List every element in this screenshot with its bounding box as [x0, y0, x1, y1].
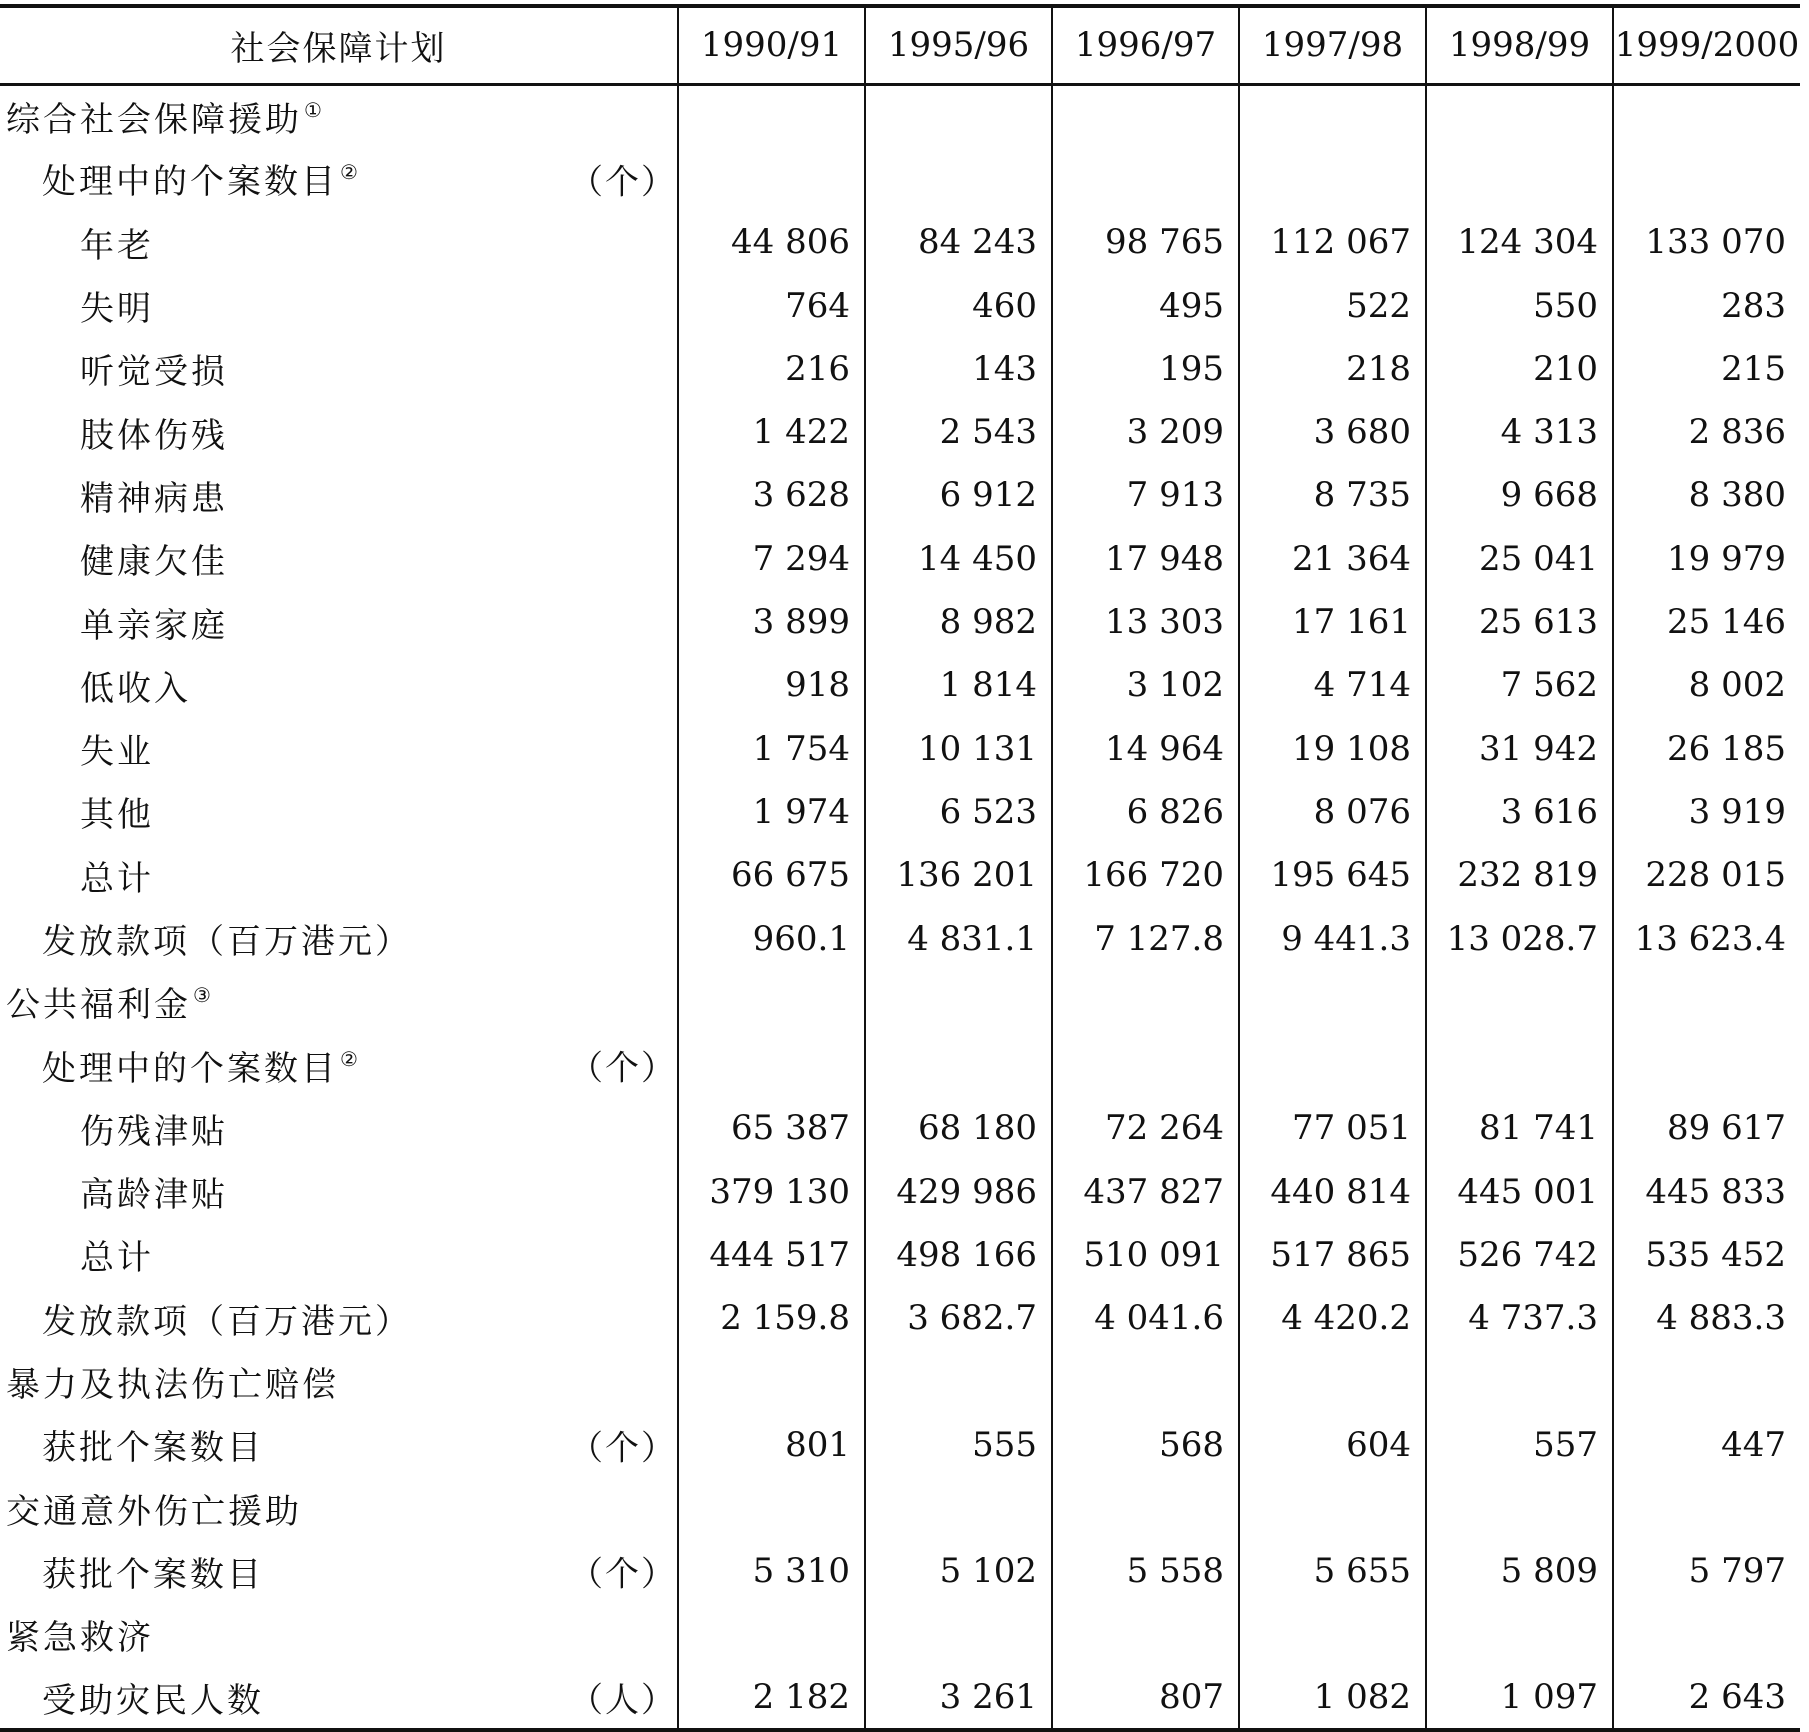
row-label-cell — [0, 464, 678, 527]
value-cell: 6 912 — [865, 464, 1052, 527]
table-row — [0, 1097, 1800, 1160]
value-cell — [1426, 1350, 1613, 1413]
value-cell: 13 028.7 — [1426, 907, 1613, 970]
value-cell: 14 964 — [1052, 717, 1239, 780]
row-label-cell — [0, 1223, 678, 1286]
value-cell: 7 913 — [1052, 464, 1239, 527]
value-cell — [1613, 84, 1800, 147]
header-label: 社会保障计划 — [0, 6, 678, 84]
value-cell — [865, 1350, 1052, 1413]
value-cell — [1239, 1477, 1426, 1540]
value-cell: 379 130 — [678, 1160, 865, 1223]
value-cell: 445 001 — [1426, 1160, 1613, 1223]
row-label-cell — [0, 780, 678, 843]
value-cell — [678, 1603, 865, 1666]
row-label-wrap — [0, 154, 358, 203]
row-label-cell — [0, 1160, 678, 1223]
value-cell: 44 806 — [678, 211, 865, 274]
table-row — [0, 1540, 1800, 1603]
unit-label: （个） — [569, 162, 677, 203]
header-year: 1990/91 — [678, 6, 865, 84]
table-row — [0, 527, 1800, 590]
row-label: 总计 — [80, 1238, 154, 1279]
row-label: 暴力及执法伤亡赔偿 — [6, 1365, 339, 1406]
row-label-cell — [0, 1540, 678, 1603]
value-cell: 8 735 — [1239, 464, 1426, 527]
row-label-wrap — [0, 977, 211, 1026]
row-label-wrap — [0, 851, 154, 900]
row-label-wrap — [0, 92, 322, 141]
value-cell: 437 827 — [1052, 1160, 1239, 1223]
value-cell — [1239, 1603, 1426, 1666]
value-cell: 4 420.2 — [1239, 1287, 1426, 1350]
value-cell: 807 — [1052, 1666, 1239, 1729]
row-label-wrap — [0, 1484, 302, 1533]
value-cell: 555 — [865, 1413, 1052, 1476]
value-cell: 429 986 — [865, 1160, 1052, 1223]
row-label: 交通意外伤亡援助 — [6, 1491, 302, 1532]
value-cell: 6 523 — [865, 780, 1052, 843]
social-security-table — [0, 4, 1800, 1732]
row-label-cell — [0, 907, 678, 970]
header-year: 1996/97 — [1052, 6, 1239, 84]
value-cell: 2 182 — [678, 1666, 865, 1729]
value-cell: 526 742 — [1426, 1223, 1613, 1286]
value-cell — [1239, 1033, 1426, 1096]
row-label: 低收入 — [80, 668, 191, 709]
row-label-cell — [0, 970, 678, 1033]
value-cell: 26 185 — [1613, 717, 1800, 780]
row-label: 失明 — [80, 289, 154, 330]
value-cell — [1426, 147, 1613, 210]
value-cell: 445 833 — [1613, 1160, 1800, 1223]
header-row — [0, 6, 1800, 84]
value-cell: 13 623.4 — [1613, 907, 1800, 970]
row-label-cell — [0, 1477, 678, 1540]
value-cell — [865, 970, 1052, 1033]
table-row — [0, 907, 1800, 970]
table-row — [0, 464, 1800, 527]
value-cell: 440 814 — [1239, 1160, 1426, 1223]
value-cell: 3 680 — [1239, 400, 1426, 463]
value-cell: 801 — [678, 1413, 865, 1476]
value-cell: 13 303 — [1052, 590, 1239, 653]
value-cell — [1052, 1603, 1239, 1666]
unit-label: （个） — [569, 1554, 677, 1595]
value-cell: 517 865 — [1239, 1223, 1426, 1286]
value-cell — [1052, 1477, 1239, 1540]
row-label-cell — [0, 1033, 678, 1096]
row-label: 健康欠佳 — [80, 542, 228, 583]
row-label-wrap — [0, 1167, 228, 1216]
value-cell: 25 146 — [1613, 590, 1800, 653]
value-cell: 218 — [1239, 337, 1426, 400]
value-cell: 136 201 — [865, 844, 1052, 907]
value-cell: 3 628 — [678, 464, 865, 527]
unit-label: （个） — [569, 1428, 677, 1469]
row-label: 处理中的个案数目 — [42, 162, 338, 203]
value-cell — [678, 1350, 865, 1413]
value-cell: 535 452 — [1613, 1223, 1800, 1286]
row-label: 发放款项（百万港元） — [42, 922, 412, 962]
value-cell: 4 831.1 — [865, 907, 1052, 970]
header-year: 1997/98 — [1239, 6, 1426, 84]
value-cell: 5 655 — [1239, 1540, 1426, 1603]
value-cell: 31 942 — [1426, 717, 1613, 780]
row-label: 处理中的个案数目 — [42, 1048, 338, 1089]
row-label-wrap — [0, 408, 228, 457]
value-cell: 522 — [1239, 274, 1426, 337]
value-cell: 550 — [1426, 274, 1613, 337]
table-row — [0, 1223, 1800, 1286]
footnote-marker: ② — [340, 160, 358, 185]
header-year: 1998/99 — [1426, 6, 1613, 84]
value-cell — [1613, 147, 1800, 210]
value-cell: 210 — [1426, 337, 1613, 400]
row-label-cell — [0, 147, 678, 210]
value-cell: 232 819 — [1426, 844, 1613, 907]
row-label-wrap — [0, 1420, 264, 1469]
table-row — [0, 337, 1800, 400]
row-label-wrap — [0, 1610, 154, 1659]
value-cell — [1052, 84, 1239, 147]
value-cell — [865, 84, 1052, 147]
value-cell — [865, 1477, 1052, 1540]
row-label: 高龄津贴 — [80, 1175, 228, 1216]
value-cell: 17 161 — [1239, 590, 1426, 653]
value-cell: 72 264 — [1052, 1097, 1239, 1160]
row-label-cell — [0, 1603, 678, 1666]
value-cell — [865, 147, 1052, 210]
value-cell: 2 643 — [1613, 1666, 1800, 1729]
row-label-wrap — [0, 534, 228, 583]
table-body — [0, 84, 1800, 1730]
value-cell: 19 979 — [1613, 527, 1800, 590]
row-label: 其他 — [80, 795, 154, 836]
value-cell: 2 836 — [1613, 400, 1800, 463]
row-label: 紧急救济 — [6, 1618, 154, 1659]
row-label-wrap — [0, 1357, 339, 1406]
value-cell: 4 737.3 — [1426, 1287, 1613, 1350]
value-cell: 7 294 — [678, 527, 865, 590]
row-label-wrap — [0, 787, 154, 836]
row-label-cell — [0, 654, 678, 717]
row-label-wrap — [0, 1041, 358, 1090]
value-cell — [1239, 84, 1426, 147]
value-cell — [1239, 970, 1426, 1033]
value-cell: 8 076 — [1239, 780, 1426, 843]
table-row — [0, 844, 1800, 907]
value-cell: 5 558 — [1052, 1540, 1239, 1603]
value-cell: 89 617 — [1613, 1097, 1800, 1160]
row-label-cell — [0, 717, 678, 780]
value-cell: 8 982 — [865, 590, 1052, 653]
value-cell — [678, 970, 865, 1033]
table-row — [0, 1350, 1800, 1413]
value-cell: 4 883.3 — [1613, 1287, 1800, 1350]
value-cell: 3 102 — [1052, 654, 1239, 717]
value-cell: 3 919 — [1613, 780, 1800, 843]
row-label: 获批个案数目 — [42, 1428, 264, 1469]
value-cell: 447 — [1613, 1413, 1800, 1476]
value-cell: 4 041.6 — [1052, 1287, 1239, 1350]
value-cell: 1 082 — [1239, 1666, 1426, 1729]
table-row — [0, 1666, 1800, 1729]
value-cell: 143 — [865, 337, 1052, 400]
value-cell — [1052, 1350, 1239, 1413]
value-cell: 557 — [1426, 1413, 1613, 1476]
value-cell: 3 616 — [1426, 780, 1613, 843]
value-cell — [865, 1033, 1052, 1096]
row-label: 获批个案数目 — [42, 1554, 264, 1595]
value-cell: 5 797 — [1613, 1540, 1800, 1603]
value-cell — [1052, 147, 1239, 210]
row-label-wrap — [0, 598, 228, 647]
value-cell: 166 720 — [1052, 844, 1239, 907]
value-cell: 283 — [1613, 274, 1800, 337]
row-label-wrap — [0, 914, 412, 963]
table-row — [0, 970, 1800, 1033]
row-label: 单亲家庭 — [80, 605, 228, 646]
value-cell: 8 002 — [1613, 654, 1800, 717]
value-cell — [1613, 1603, 1800, 1666]
value-cell: 10 131 — [865, 717, 1052, 780]
value-cell: 112 067 — [1239, 211, 1426, 274]
row-label-cell — [0, 527, 678, 590]
value-cell: 5 310 — [678, 1540, 865, 1603]
value-cell: 17 948 — [1052, 527, 1239, 590]
row-label: 肢体伤残 — [80, 415, 228, 456]
table-row — [0, 717, 1800, 780]
table-row — [0, 147, 1800, 210]
footnote-marker: ② — [340, 1046, 358, 1071]
value-cell — [1426, 1603, 1613, 1666]
value-cell: 510 091 — [1052, 1223, 1239, 1286]
value-cell: 14 450 — [865, 527, 1052, 590]
row-label-wrap — [0, 1547, 264, 1596]
row-label-cell — [0, 1097, 678, 1160]
row-label-cell — [0, 590, 678, 653]
value-cell: 568 — [1052, 1413, 1239, 1476]
value-cell: 216 — [678, 337, 865, 400]
value-cell: 498 166 — [865, 1223, 1052, 1286]
table-row — [0, 1160, 1800, 1223]
row-label: 发放款项（百万港元） — [42, 1301, 412, 1342]
value-cell: 81 741 — [1426, 1097, 1613, 1160]
value-cell: 25 613 — [1426, 590, 1613, 653]
value-cell — [1239, 1350, 1426, 1413]
row-label-wrap — [0, 344, 228, 393]
value-cell: 460 — [865, 274, 1052, 337]
row-label-cell — [0, 274, 678, 337]
table-row — [0, 1413, 1800, 1476]
header-year: 1995/96 — [865, 6, 1052, 84]
value-cell: 8 380 — [1613, 464, 1800, 527]
table-row — [0, 1603, 1800, 1666]
row-label-cell — [0, 84, 678, 147]
value-cell: 6 826 — [1052, 780, 1239, 843]
value-cell — [1052, 970, 1239, 1033]
row-label: 失业 — [80, 732, 154, 773]
value-cell: 9 441.3 — [1239, 907, 1426, 970]
footnote-marker: ① — [304, 97, 322, 122]
row-label: 伤残津贴 — [80, 1111, 228, 1152]
value-cell — [1426, 1477, 1613, 1540]
value-cell: 5 102 — [865, 1540, 1052, 1603]
value-cell — [678, 1033, 865, 1096]
value-cell: 960.1 — [678, 907, 865, 970]
value-cell: 65 387 — [678, 1097, 865, 1160]
value-cell — [1613, 970, 1800, 1033]
row-label: 综合社会保障援助 — [6, 99, 302, 140]
value-cell — [865, 1603, 1052, 1666]
value-cell: 1 422 — [678, 400, 865, 463]
row-label-cell — [0, 400, 678, 463]
value-cell: 2 543 — [865, 400, 1052, 463]
value-cell — [1613, 1477, 1800, 1540]
value-cell — [678, 1477, 865, 1540]
value-cell: 1 097 — [1426, 1666, 1613, 1729]
row-label: 总计 — [80, 858, 154, 899]
value-cell: 1 754 — [678, 717, 865, 780]
value-cell — [1052, 1033, 1239, 1096]
row-label-wrap — [0, 471, 228, 520]
header-year: 1999/2000 — [1613, 6, 1800, 84]
footnote-marker: ③ — [193, 983, 211, 1008]
value-cell: 66 675 — [678, 844, 865, 907]
row-label-wrap — [0, 1294, 412, 1343]
row-label-cell — [0, 337, 678, 400]
table-header — [0, 6, 1800, 84]
row-label-cell — [0, 1413, 678, 1476]
value-cell: 4 313 — [1426, 400, 1613, 463]
row-label: 受助灾民人数 — [42, 1680, 264, 1721]
row-label: 精神病患 — [80, 478, 228, 519]
value-cell: 918 — [678, 654, 865, 717]
value-cell: 98 765 — [1052, 211, 1239, 274]
value-cell: 228 015 — [1613, 844, 1800, 907]
value-cell: 3 261 — [865, 1666, 1052, 1729]
value-cell: 2 159.8 — [678, 1287, 865, 1350]
value-cell: 195 645 — [1239, 844, 1426, 907]
value-cell — [678, 147, 865, 210]
value-cell — [1426, 1033, 1613, 1096]
value-cell — [1426, 970, 1613, 1033]
value-cell: 5 809 — [1426, 1540, 1613, 1603]
value-cell — [1239, 147, 1426, 210]
value-cell: 1 814 — [865, 654, 1052, 717]
value-cell: 195 — [1052, 337, 1239, 400]
value-cell: 495 — [1052, 274, 1239, 337]
value-cell: 215 — [1613, 337, 1800, 400]
row-label: 公共福利金 — [6, 985, 191, 1026]
row-label-wrap — [0, 218, 154, 267]
row-label-cell — [0, 211, 678, 274]
value-cell: 21 364 — [1239, 527, 1426, 590]
value-cell: 3 209 — [1052, 400, 1239, 463]
unit-label: （个） — [569, 1048, 677, 1089]
unit-label: （人） — [569, 1680, 677, 1721]
table-row — [0, 780, 1800, 843]
row-label-wrap — [0, 281, 154, 330]
value-cell: 133 070 — [1613, 211, 1800, 274]
row-label-wrap — [0, 1104, 228, 1153]
value-cell: 9 668 — [1426, 464, 1613, 527]
value-cell: 444 517 — [678, 1223, 865, 1286]
value-cell: 77 051 — [1239, 1097, 1426, 1160]
value-cell: 7 127.8 — [1052, 907, 1239, 970]
value-cell: 25 041 — [1426, 527, 1613, 590]
value-cell: 3 682.7 — [865, 1287, 1052, 1350]
value-cell: 4 714 — [1239, 654, 1426, 717]
value-cell: 764 — [678, 274, 865, 337]
table-row — [0, 211, 1800, 274]
row-label-wrap — [0, 1673, 264, 1722]
value-cell: 19 108 — [1239, 717, 1426, 780]
value-cell — [1613, 1033, 1800, 1096]
table-row — [0, 400, 1800, 463]
table-row — [0, 1033, 1800, 1096]
value-cell: 68 180 — [865, 1097, 1052, 1160]
value-cell: 84 243 — [865, 211, 1052, 274]
row-label-cell — [0, 1666, 678, 1729]
value-cell: 1 974 — [678, 780, 865, 843]
row-label-wrap — [0, 724, 154, 773]
row-label-wrap — [0, 1230, 154, 1279]
row-label-wrap — [0, 661, 191, 710]
table-row — [0, 654, 1800, 717]
table-row — [0, 1477, 1800, 1540]
table-row — [0, 1287, 1800, 1350]
row-label-cell — [0, 1287, 678, 1350]
value-cell: 124 304 — [1426, 211, 1613, 274]
table-row — [0, 84, 1800, 147]
value-cell — [1426, 84, 1613, 147]
row-label-cell — [0, 1350, 678, 1413]
value-cell: 7 562 — [1426, 654, 1613, 717]
table-row — [0, 274, 1800, 337]
row-label: 听觉受损 — [80, 352, 228, 393]
row-label-cell — [0, 844, 678, 907]
row-label: 年老 — [80, 225, 154, 266]
value-cell: 3 899 — [678, 590, 865, 653]
value-cell — [1613, 1350, 1800, 1413]
table-row — [0, 590, 1800, 653]
value-cell: 604 — [1239, 1413, 1426, 1476]
value-cell — [678, 84, 865, 147]
